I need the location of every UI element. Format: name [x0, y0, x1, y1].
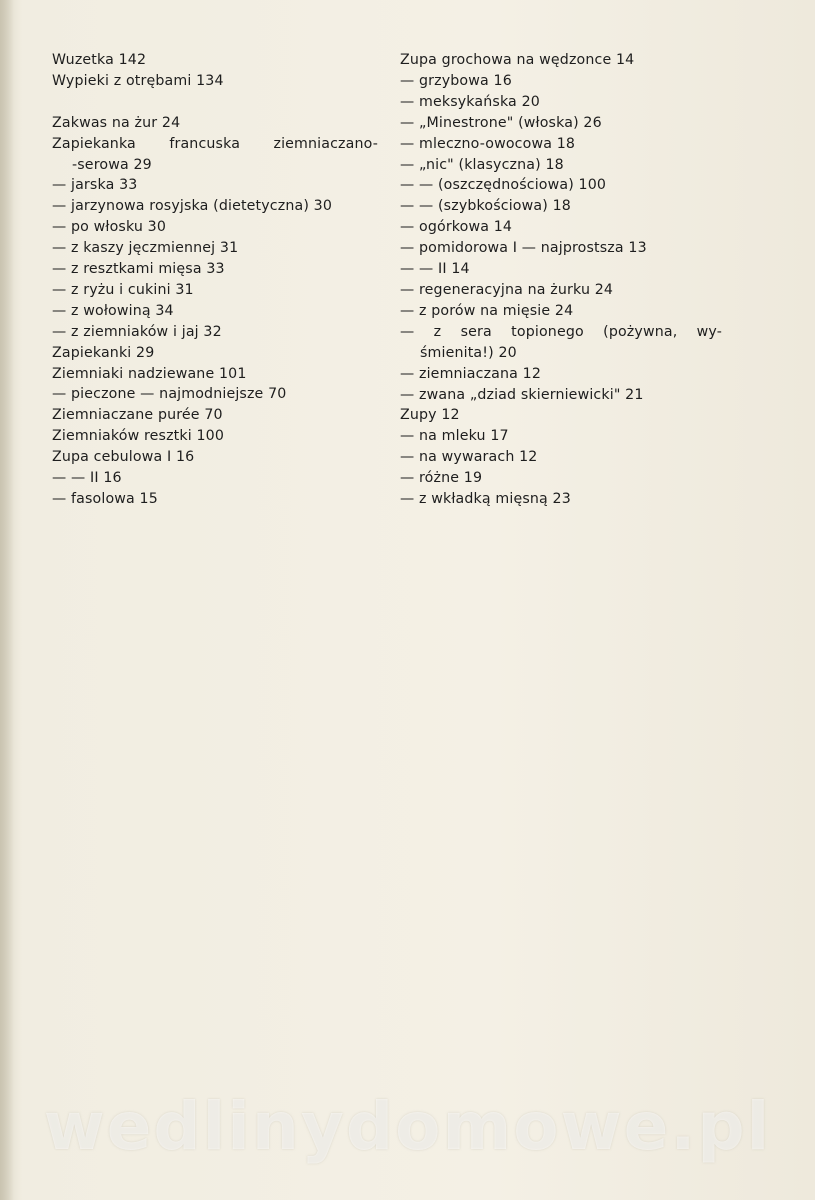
index-entry: — ogórkowa 14: [400, 219, 513, 236]
index-entry: Ziemniaków resztki 100: [52, 428, 225, 445]
index-column-left: [52, 50, 378, 510]
index-entry: — — (szybkościowa) 18: [400, 198, 571, 215]
index-entry: — „nic" (klasyczna) 18: [400, 156, 564, 173]
index-entry: śmienita!) 20: [420, 344, 517, 361]
index-entry: — — (oszczędnościowa) 100: [400, 177, 607, 194]
watermark: wedlinydomowe.pl: [43, 1088, 772, 1165]
index-entry: — z resztkami mięsa 33: [52, 261, 225, 278]
index-entry: — z wkładką mięsną 23: [400, 491, 571, 508]
index-gap: [52, 92, 378, 113]
index-entry: — „Minestrone" (włoska) 26: [400, 114, 602, 131]
index-entry: — z sera topionego (pożywna, wy-: [400, 323, 722, 340]
index-entry: — jarska 33: [52, 177, 138, 194]
index-entry: — na wywarach 12: [400, 449, 538, 466]
index-entry: Ziemniaczane purée 70: [52, 407, 223, 424]
index-entry: — pomidorowa I — najprostsza 13: [400, 240, 647, 257]
index-entry: — jarzynowa rosyjska (dietetyczna) 30: [52, 198, 333, 215]
index-entry: — z wołowiną 34: [52, 302, 174, 319]
index-entry: Zapiekanki 29: [52, 344, 155, 361]
index-entry: Zupa cebulowa I 16: [52, 449, 195, 466]
index-entry: — różne 19: [400, 470, 483, 487]
index-entry: — pieczone — najmodniejsze 70: [52, 386, 287, 403]
index-entry: — z ryżu i cukini 31: [52, 281, 194, 298]
index-entry: — ziemniaczana 12: [400, 365, 542, 382]
index-column-right: [400, 50, 722, 510]
index-entry: — — II 14: [400, 261, 470, 278]
index-entry: — mleczno-owocowa 18: [400, 135, 576, 152]
index-entry: — — II 16: [52, 470, 122, 487]
index-entry: — z kaszy jęczmiennej 31: [52, 240, 239, 257]
index-entry: -serowa 29: [72, 156, 152, 173]
index-entry: Zapiekanka francuska ziemniaczano-: [52, 135, 378, 152]
index-entry: Ziemniaki nadziewane 101: [52, 365, 247, 382]
index-entry: Wypieki z otrębami 134: [52, 72, 224, 89]
index-entry: Wuzetka 142: [52, 52, 147, 68]
index-entry: Zupa grochowa na wędzonce 14: [400, 52, 635, 68]
index-entry: Zupy 12: [400, 407, 460, 424]
index-entry: — na mleku 17: [400, 428, 509, 445]
index-entry: — zwana „dziad skierniewicki" 21: [400, 386, 644, 403]
index-entry: — z ziemniaków i jaj 32: [52, 323, 222, 340]
index-entry: — regeneracyjna na żurku 24: [400, 281, 614, 298]
index-entry: — z porów na mięsie 24: [400, 302, 574, 319]
index-entry: — fasolowa 15: [52, 491, 158, 508]
index-entry: — meksykańska 20: [400, 93, 540, 110]
index-entry: — grzybowa 16: [400, 72, 512, 89]
page-edge-shadow: [0, 0, 14, 1200]
index-entry: — po włosku 30: [52, 219, 167, 236]
index-entry: Zakwas na żur 24: [52, 114, 181, 131]
